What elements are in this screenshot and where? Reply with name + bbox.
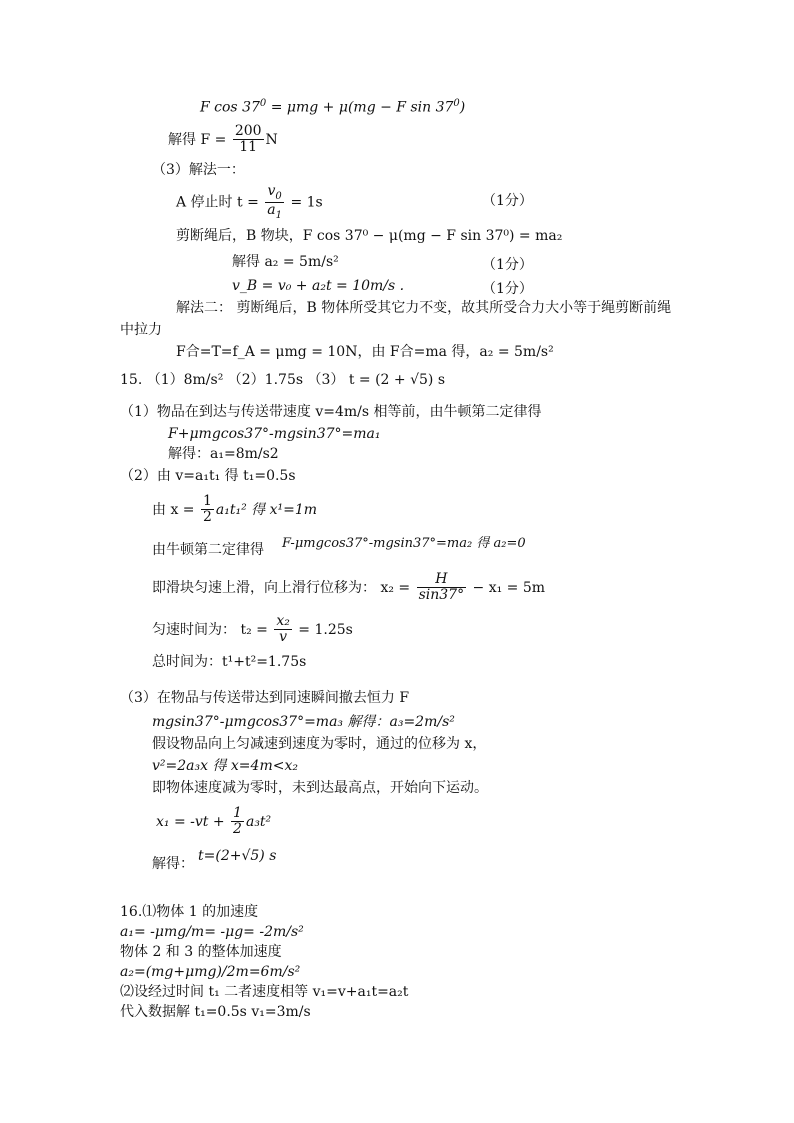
fraction-x2-v: $\frac{\text{x₂}}{v}$ (276, 613, 290, 646)
q15-newton-eq2: F-μmgcos37°-mgsin37°=ma₂ 得 a₂=0 (282, 536, 526, 551)
q15-assumption-text: 假设物品向上匀减速到速度为零时，通过的位移为 x， (152, 736, 487, 752)
method-two-text: 解法二： 剪断绳后，B 物体所受其它力不变，故其所受合力大小等于绳剪断前绳 (176, 300, 672, 316)
score-mark: （1分） (482, 257, 533, 273)
q16-part1-text: 16.⑴物体 1 的加速度 (120, 904, 259, 920)
q15-newton-eq1: F+μmgcos37°-mgsin37°=ma₁ (168, 426, 381, 442)
q15-uniform-displacement: 即滑块匀速上滑，向上滑行位移为： x₂ = $\frac{H}{\sin 37^\circ}$ − x₁ = 5m (152, 571, 546, 604)
fraction-one-half: $\frac{1}{2}$ (202, 493, 212, 526)
q15-final-solution-label: 解得： (152, 856, 194, 872)
q16-part2-solution: 代入数据解 t₁=0.5s v₁=3m/s (120, 1004, 311, 1020)
fraction-one-half: $\frac{1}{2}$ (233, 805, 242, 838)
score-mark: （1分） (482, 193, 533, 209)
solution-a2: 解得 a₂ = 5m/s² (232, 254, 339, 270)
fraction-h-sin37: $\frac{H}{\sin 37^\circ}$ (418, 571, 465, 604)
q15-newton-label: 由牛顿第二定律得 (152, 542, 264, 558)
method-two-text-cont: 中拉力 (120, 322, 162, 338)
q15-total-time: 总时间为：t¹+t²=1.75s (152, 654, 307, 670)
fraction-200-11: $\frac{200}{11}$ (234, 123, 262, 156)
cut-rope-equation: 剪断绳后，B 物块，F cos 37⁰ − μ(mg − F sin 37⁰) = ma₂ (176, 228, 563, 244)
q15-displacement-x1: 由 x = $\frac{1}{2}$ a₁t₁² 得 x¹=1m (152, 493, 318, 526)
q15-final-solution: t=(2+√5) s (198, 848, 277, 864)
q15-part1-text: （1）物品在到达与传送带速度 v=4m/s 相等前，由牛顿第二定律得 (120, 404, 542, 420)
q15-uniform-time: 匀速时间为： t₂ = $\frac{\text{x₂}}{v}$ = 1.25s (152, 613, 353, 646)
q16-a2-equation: a₂=(mg+μmg)/2m=6m/s² (120, 964, 301, 980)
q15-part3-text: （3）在物品与传送带达到同速瞬间撤去恒力 F (120, 690, 410, 706)
q16-part2-text: ⑵设经过时间 t₁ 二者速度相等 v₁=v+a₁t=a₂t (120, 984, 409, 1000)
q16-a1-equation: a₁= -μmg/m= -μg= -2m/s² (120, 924, 304, 940)
q15-conclusion-text: 即物体速度减为零时，未到达最高点，开始向下运动。 (152, 780, 488, 796)
score-mark: （1分） (482, 281, 533, 297)
net-force-equation: F合=T=f_A = μmg = 10N，由 F合=ma 得，a₂ = 5m/s² (176, 344, 554, 360)
velocity-vb: v_B = v₀ + a₂t = 10m/s . (232, 278, 405, 294)
q15-displacement-eq: x₁ = -vt + $\frac{1}{2}$ a₃t² (156, 805, 272, 838)
fraction-v0-a1: $\frac{v_0}{a_1}$ (267, 183, 283, 221)
q15-answers: 15. （1）8m/s² （2）1.75s （3） t = (2 + √5) s (120, 372, 446, 388)
q16-combined-text: 物体 2 和 3 的整体加速度 (120, 944, 282, 960)
solution-force: 解得 F = $\frac{200}{11}$ N (168, 123, 278, 156)
stop-time-equation: A 停止时 t = $\frac{v_0}{a_1}$ = 1s (176, 183, 323, 221)
q15-kinematics-eq: v²=2a₃x 得 x=4m<x₂ (152, 758, 298, 774)
q15-newton-eq3: mgsin37°-μmgcos37°=ma₃ 解得：a₃=2m/s² (152, 714, 455, 730)
equation-force-balance: F $\cos 37^0 = \mu mg + \mu(mg - F$ $\sin 37^0$) (200, 98, 466, 116)
q15-part2-time: （2）由 v=a₁t₁ 得 t₁=0.5s (120, 468, 296, 484)
q15-solution-a1: 解得：a₁=8m/s2 (168, 446, 279, 462)
method-one-heading: （3）解法一： (152, 162, 245, 178)
